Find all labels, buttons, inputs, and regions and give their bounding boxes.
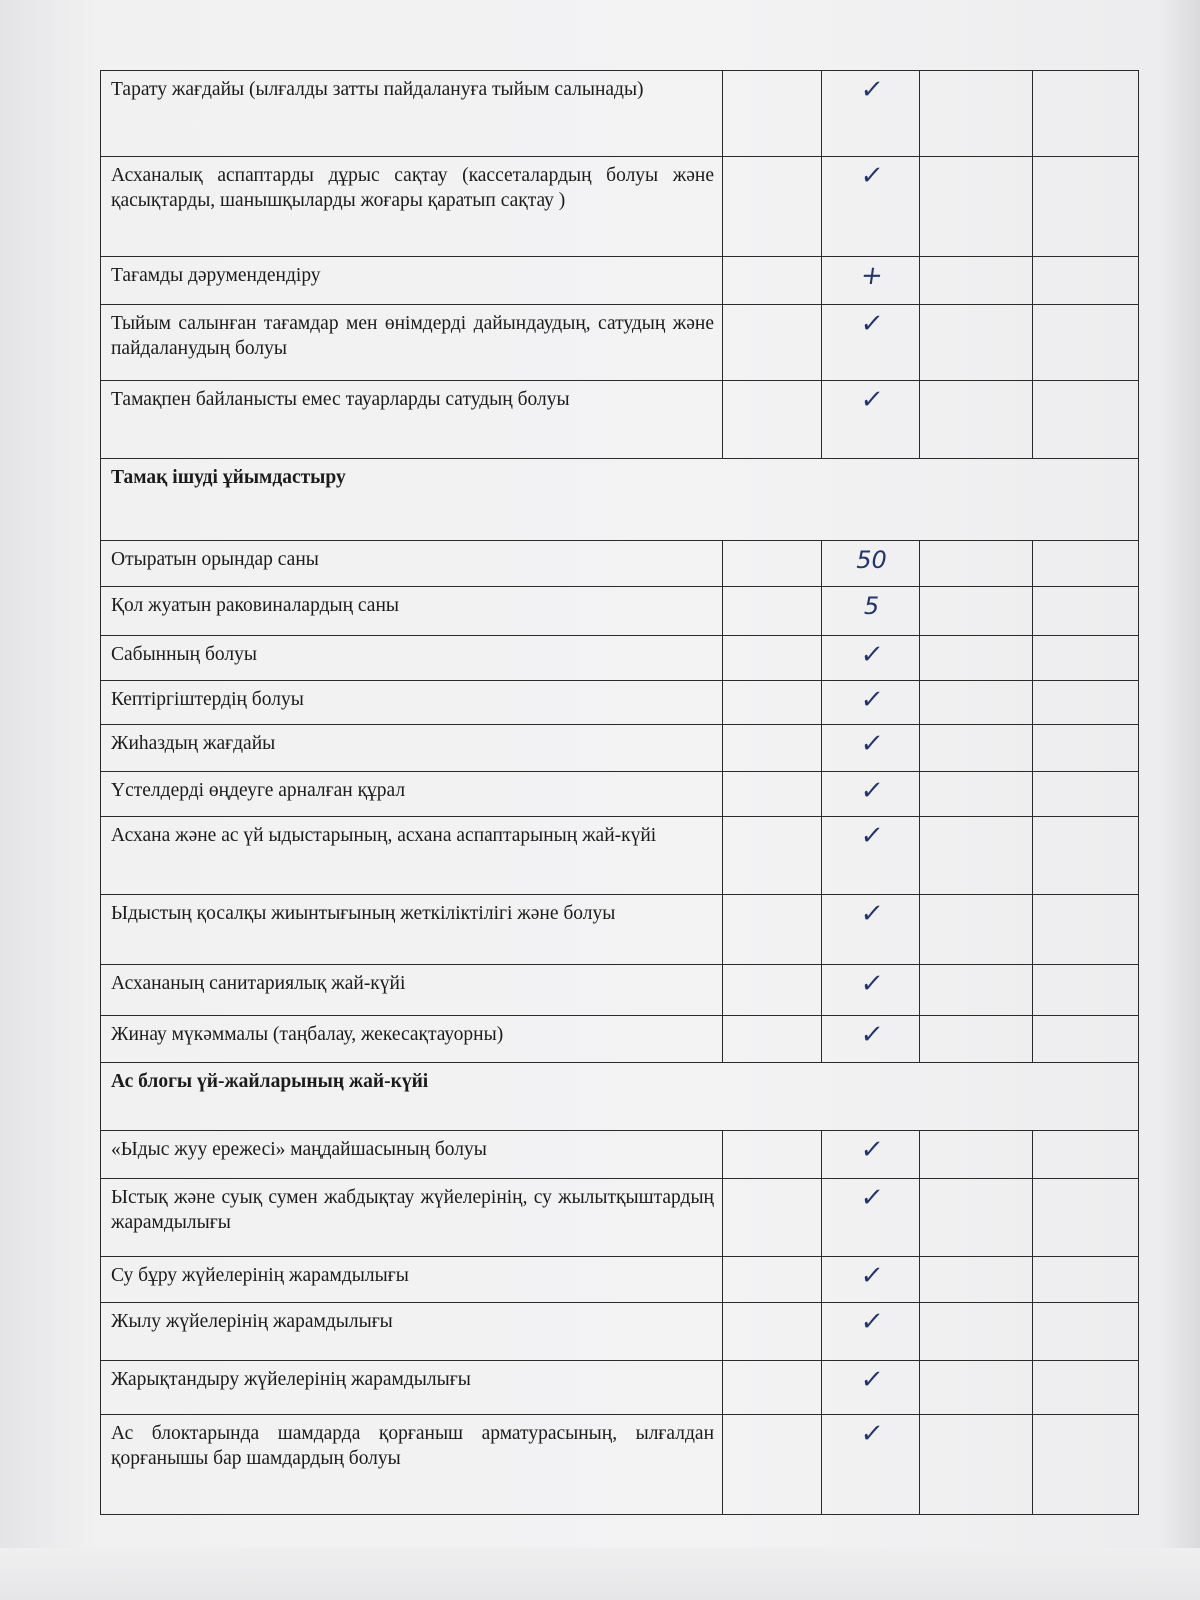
criterion-text: Отыратын орындар саны	[111, 549, 319, 570]
blank-cell	[1033, 895, 1139, 965]
handwritten-number: 50	[856, 546, 887, 574]
blank-cell	[723, 681, 822, 725]
blank-cell	[1033, 305, 1139, 381]
criterion-cell	[101, 541, 723, 587]
mark-cell	[822, 1179, 920, 1257]
blank-cell	[723, 1361, 822, 1415]
table-row	[101, 71, 1139, 157]
mark-cell	[822, 587, 920, 636]
blank-cell	[1033, 1016, 1139, 1063]
mark-cell	[822, 681, 920, 725]
criterion-text: Сабынның болуы	[111, 644, 257, 665]
blank-cell	[1033, 257, 1139, 305]
blank-cell	[1033, 965, 1139, 1016]
blank-cell	[723, 381, 822, 459]
mark-cell	[822, 1361, 920, 1415]
blank-cell	[1033, 1257, 1139, 1303]
mark-cell	[822, 1016, 920, 1063]
criterion-cell	[101, 1179, 723, 1257]
table-row	[101, 965, 1139, 1016]
table-row	[101, 1016, 1139, 1063]
criterion-text: Асхана және ас үй ыдыстарының, асхана аспаптарының жай-күйі	[111, 825, 657, 846]
criterion-text: Үстелдерді өңдеуге арналған құрал	[111, 780, 406, 801]
blank-cell	[920, 1257, 1033, 1303]
blank-cell	[1033, 1131, 1139, 1179]
blank-cell	[920, 1303, 1033, 1361]
mark-cell	[822, 305, 920, 381]
blank-cell	[723, 1257, 822, 1303]
mark-cell	[822, 1131, 920, 1179]
blank-cell	[723, 895, 822, 965]
checkmark: ✓	[858, 729, 885, 759]
blank-cell	[920, 1016, 1033, 1063]
criterion-text: «Ыдыс жуу ережесі» маңдайшасының болуы	[111, 1139, 487, 1160]
blank-cell	[920, 381, 1033, 459]
blank-cell	[1033, 772, 1139, 817]
criterion-text: Ыдыстың қосалқы жиынтығының жеткіліктілігі және болуы	[111, 903, 616, 924]
criterion-text: Асханалық аспаптарды дұрыс сақтау (кассеталардың болуы және қасықтарды, шанышқыларды жоғары қаратып сақтау )	[111, 165, 714, 211]
table-row	[101, 681, 1139, 725]
blank-cell	[723, 587, 822, 636]
criterion-cell	[101, 1361, 723, 1415]
table-row	[101, 257, 1139, 305]
blank-cell	[723, 305, 822, 381]
handwritten-number: 5	[863, 592, 880, 620]
criterion-text: Қол жуатын раковиналардың саны	[111, 595, 399, 616]
table-row	[101, 1361, 1139, 1415]
blank-cell	[1033, 71, 1139, 157]
checkmark: ✓	[858, 161, 885, 191]
mark-cell	[822, 895, 920, 965]
table-row	[101, 636, 1139, 681]
blank-cell	[723, 1415, 822, 1515]
criterion-cell	[101, 71, 723, 157]
criterion-text: Кептіргіштердің болуы	[111, 689, 304, 710]
checkmark: ✓	[858, 899, 885, 929]
checkmark: ✓	[858, 385, 885, 415]
blank-cell	[920, 772, 1033, 817]
criterion-text: Жиһаздың жағдайы	[111, 733, 276, 754]
checkmark: ✓	[858, 75, 885, 105]
criterion-cell	[101, 1415, 723, 1515]
criterion-cell	[101, 381, 723, 459]
section-row	[101, 459, 1139, 541]
criterion-text: Ас блоктарында шамдарда қорғаныш арматурасының, ылғалдан қорғанышы бар шамдардың болуы	[111, 1423, 714, 1469]
mark-cell	[822, 1257, 920, 1303]
blank-cell	[920, 157, 1033, 257]
blank-cell	[1033, 1415, 1139, 1515]
blank-cell	[723, 71, 822, 157]
criterion-text: Тарату жағдайы (ылғалды затты пайдалануға тыйым салынады)	[111, 79, 644, 100]
mark-cell	[822, 817, 920, 895]
criterion-cell	[101, 587, 723, 636]
criterion-cell	[101, 772, 723, 817]
mark-cell	[822, 636, 920, 681]
table-row	[101, 1179, 1139, 1257]
plus-mark: +	[858, 261, 885, 291]
blank-cell	[920, 817, 1033, 895]
mark-cell	[822, 1415, 920, 1515]
page-edge-shadow	[1160, 0, 1200, 1600]
blank-cell	[1033, 587, 1139, 636]
checkmark: ✓	[858, 1261, 885, 1291]
criterion-cell	[101, 257, 723, 305]
criterion-text: Асхананың санитариялық жай-күйі	[111, 973, 406, 994]
checkmark: ✓	[858, 821, 885, 851]
criterion-cell	[101, 817, 723, 895]
table-row	[101, 817, 1139, 895]
criterion-cell	[101, 305, 723, 381]
blank-cell	[1033, 636, 1139, 681]
blank-cell	[920, 965, 1033, 1016]
blank-cell	[920, 305, 1033, 381]
checkmark: ✓	[858, 309, 885, 339]
checkmark: ✓	[858, 685, 885, 715]
checkmark: ✓	[858, 1020, 885, 1050]
mark-cell	[822, 772, 920, 817]
blank-cell	[920, 1415, 1033, 1515]
blank-cell	[723, 725, 822, 772]
page-bottom-margin	[0, 1548, 1200, 1600]
criterion-text: Тағамды дәрумендендіру	[111, 265, 321, 286]
checkmark: ✓	[858, 1419, 885, 1449]
checkmark: ✓	[858, 1307, 885, 1337]
criterion-text: Су бұру жүйелерінің жарамдылығы	[111, 1265, 409, 1286]
checkmark: ✓	[858, 1135, 885, 1165]
blank-cell	[920, 71, 1033, 157]
blank-cell	[1033, 725, 1139, 772]
criterion-cell	[101, 636, 723, 681]
checkmark: ✓	[858, 640, 885, 670]
blank-cell	[723, 541, 822, 587]
blank-cell	[723, 1131, 822, 1179]
table-row	[101, 1257, 1139, 1303]
criterion-text: Жинау мүкәммалы (таңбалау, жекесақтауорны)	[111, 1024, 504, 1045]
blank-cell	[1033, 541, 1139, 587]
table-row	[101, 541, 1139, 587]
section-row	[101, 1063, 1139, 1131]
blank-cell	[723, 772, 822, 817]
blank-cell	[1033, 1179, 1139, 1257]
criterion-cell	[101, 1131, 723, 1179]
table-row	[101, 305, 1139, 381]
table-row	[101, 381, 1139, 459]
criterion-cell	[101, 1016, 723, 1063]
blank-cell	[920, 1361, 1033, 1415]
mark-cell	[822, 257, 920, 305]
blank-cell	[920, 587, 1033, 636]
checkmark: ✓	[858, 776, 885, 806]
table-row	[101, 1415, 1139, 1515]
table-row	[101, 725, 1139, 772]
blank-cell	[723, 1179, 822, 1257]
blank-cell	[1033, 157, 1139, 257]
criterion-cell	[101, 965, 723, 1016]
section-heading: Ас блогы үй-жайларының жай-күйі	[101, 1063, 1139, 1131]
mark-cell	[822, 71, 920, 157]
criterion-text: Жарықтандыру жүйелерінің жарамдылығы	[111, 1369, 471, 1390]
table-row	[101, 587, 1139, 636]
mark-cell	[822, 725, 920, 772]
section-heading: Тамақ ішуді ұйымдастыру	[101, 459, 1139, 541]
table-row	[101, 895, 1139, 965]
criterion-text: Ыстық және суық сумен жабдықтау жүйелерінің, су жылытқыштардың жарамдылығы	[111, 1187, 714, 1233]
table-row	[101, 1131, 1139, 1179]
mark-cell	[822, 1303, 920, 1361]
blank-cell	[920, 725, 1033, 772]
criterion-cell	[101, 157, 723, 257]
table-row	[101, 157, 1139, 257]
blank-cell	[1033, 681, 1139, 725]
blank-cell	[920, 636, 1033, 681]
checkmark: ✓	[858, 1183, 885, 1213]
blank-cell	[920, 681, 1033, 725]
blank-cell	[1033, 1303, 1139, 1361]
checkmark: ✓	[858, 969, 885, 999]
blank-cell	[1033, 817, 1139, 895]
criterion-cell	[101, 1257, 723, 1303]
blank-cell	[723, 1016, 822, 1063]
blank-cell	[920, 257, 1033, 305]
mark-cell	[822, 381, 920, 459]
blank-cell	[723, 257, 822, 305]
blank-cell	[1033, 1361, 1139, 1415]
blank-cell	[723, 965, 822, 1016]
criterion-text: Тыйым салынған тағамдар мен өнімдерді дайындаудың, сатудың және пайдаланудың болуы	[111, 313, 714, 359]
criterion-cell	[101, 725, 723, 772]
blank-cell	[920, 1179, 1033, 1257]
criterion-text: Жылу жүйелерінің жарамдылығы	[111, 1311, 393, 1332]
blank-cell	[920, 1131, 1033, 1179]
mark-cell	[822, 541, 920, 587]
blank-cell	[920, 541, 1033, 587]
mark-cell	[822, 965, 920, 1016]
blank-cell	[723, 157, 822, 257]
criterion-cell	[101, 681, 723, 725]
mark-cell	[822, 157, 920, 257]
blank-cell	[723, 636, 822, 681]
checkmark: ✓	[858, 1365, 885, 1395]
criterion-cell	[101, 895, 723, 965]
blank-cell	[920, 895, 1033, 965]
blank-cell	[723, 1303, 822, 1361]
criterion-cell	[101, 1303, 723, 1361]
criterion-text: Тамақпен байланысты емес тауарларды сатудың болуы	[111, 389, 570, 410]
table-row	[101, 1303, 1139, 1361]
blank-cell	[1033, 381, 1139, 459]
inspection-checklist-table	[100, 70, 1139, 1515]
blank-cell	[723, 817, 822, 895]
table-row	[101, 772, 1139, 817]
